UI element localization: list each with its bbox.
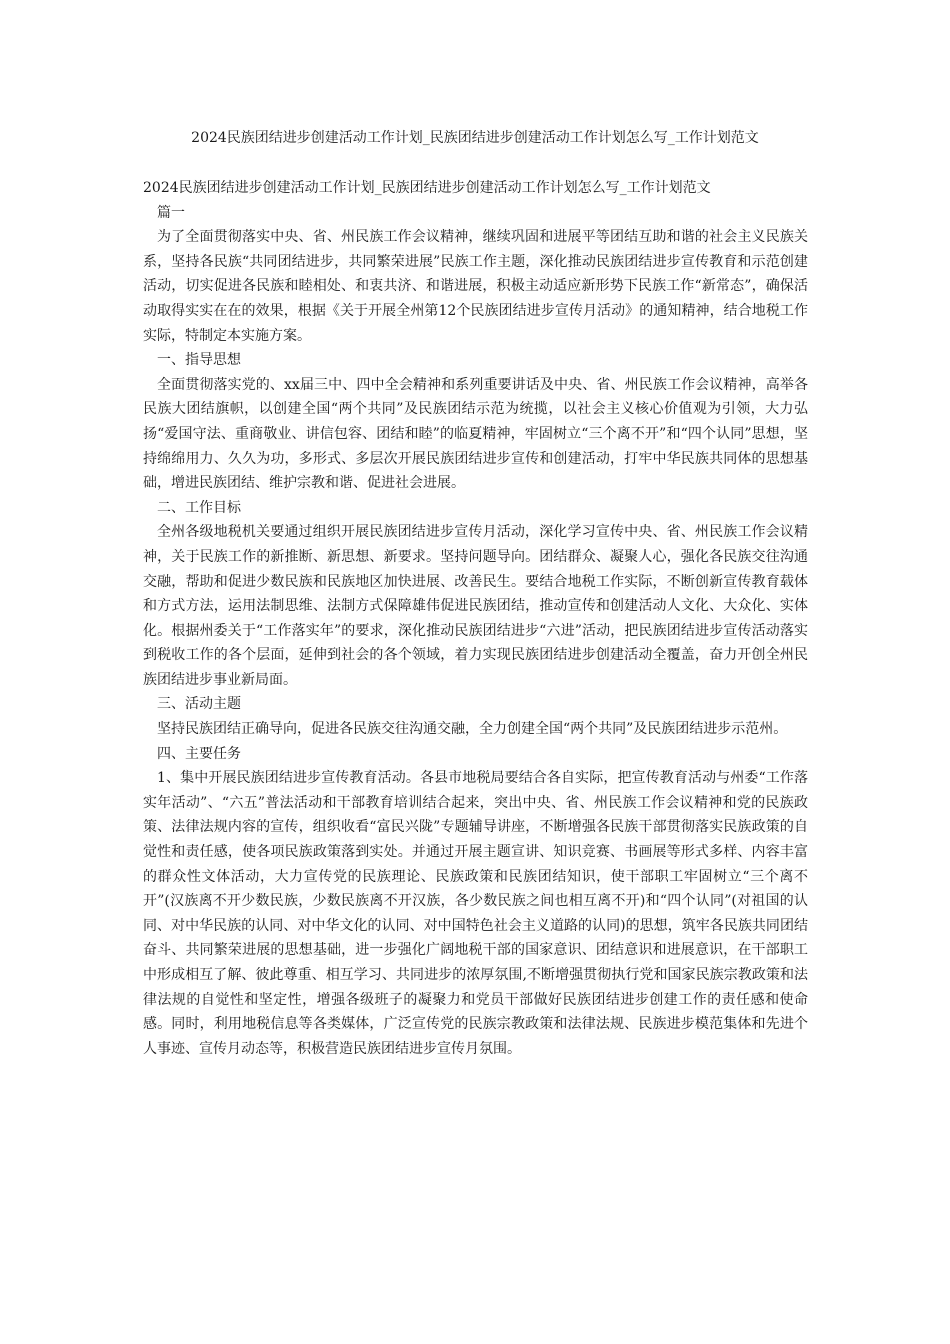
heading-work-goals: 二、工作目标 [157, 499, 241, 516]
document-subtitle: 2024民族团结进步创建活动工作计划_民族团结进步创建活动工作计划怎么写_工作计划范文 [143, 180, 711, 196]
paragraph-activity-theme: 坚持民族团结正确导向，促进各民族交往沟通交融，全力创建全国“两个共同”及民族团结进步示范州。 [157, 721, 788, 738]
heading-main-tasks: 四、主要任务 [157, 745, 241, 762]
heading-guiding-thought: 一、指导思想 [157, 352, 241, 369]
paragraph-work-goals: 全州各级地税机关要通过组织开展民族团结进步宣传月活动，深化学习宣传中央、省、州民族工作会议精神，关于民族工作的新推断、新思想、新要求。坚持问题导向。团结群众、凝聚人心，强化各民族交往沟通交融，帮助和促进少数民族和民族地区加快进展、改善民生。要结合地税工作实际，不断创新宣传教育载体和方式方法，运用法制思维、法制方式保障雄伟促进民族团结，推动宣传和创建活动人文化、大众化、实体化。根据州委关于“工作落实年”的要求，深化推动民族团结进步“六进”活动，把民族团结进步宣传活动落实到税收工作的各个层面，延伸到社会的各个领域，着力实现民族团结进步创建活动全覆盖，奋力开创全州民族团结进步事业新局面。 [143, 524, 808, 688]
heading-activity-theme: 三、活动主题 [157, 696, 241, 713]
paragraph-main-tasks: 1、集中开展民族团结进步宣传教育活动。各县市地税局要结合各自实际，把宣传教育活动与州委“工作落实年活动”、“六五”普法活动和干部教育培训结合起来，突出中央、省、州民族工作会议精神和党的民族政策、法律法规内容的宣传，组织收看“富民兴陇”专题辅导讲座，不断增强各民族干部贯彻落实民族政策的自觉性和责任感，使各项民族政策落到实处。并通过开展主题宣讲、知识竞赛、书画展等形式多样、内容丰富的群众性文体活动，大力宣传党的民族理论、民族政策和民族团结知识，使干部职工牢固树立“三个离不开”(汉族离不开少数民族，少数民族离不开汉族，各少数民族之间也相互离不开)和“四个认同”(对祖国的认同、对中华民族的认同、对中华文化的认同、对中国特色社会主义道路的认同)的思想，筑牢各民族共同团结奋斗、共同繁荣进展的思想基础，进一步强化广阔地税干部的国家意识、团结意识和进展意识，在干部职工中形成相互了解、彼此尊重、相互学习、共同进步的浓厚氛围,不断增强贯彻执行党和国家民族宗教政策和法律法规的自觉性和坚定性，增强各级班子的凝聚力和党员干部做好民族团结进步创建工作的责任感和使命感。同时，利用地税信息等各类媒体，广泛宣传党的民族宗教政策和法律法规、民族进步模范集体和先进个人事迹、宣传月动态等，积极营造民族团结进步宣传月氛围。 [143, 770, 808, 1057]
section-label: 篇一 [157, 204, 185, 221]
intro-paragraph: 为了全面贯彻落实中央、省、州民族工作会议精神，继续巩固和进展平等团结互助和谐的社会主义民族关系，坚持各民族“共同团结进步，共同繁荣进展”民族工作主题，深化推动民族团结进步宣传教育和示范创建活动，切实促进各民族和睦相处、和衷共济、和谐进展，积极主动适应新形势下民族工作“新常态”，确保活动取得实实在在的效果，根据《关于开展全州第12个民族团结进步宣传月活动》的通知精神，结合地税工作实际，特制定本实施方案。 [143, 229, 808, 344]
paragraph-guiding-thought: 全面贯彻落实党的、xx届三中、四中全会精神和系列重要讲话及中央、省、州民族工作会议精神，高举各民族大团结旗帜，以创建全国“两个共同”及民族团结示范为统揽，以社会主义核心价值观为引领，大力弘扬“爱国守法、重商敬业、讲信包容、团结和睦”的临夏精神，牢固树立“三个离不开”和“四个认同”思想，坚持绵绵用力、久久为功，多形式、多层次开展民族团结进步宣传和创建活动，打牢中华民族共同体的思想基础，增进民族团结、维护宗教和谐、促进社会进展。 [143, 376, 808, 492]
document-title: 2024民族团结进步创建活动工作计划_民族团结进步创建活动工作计划怎么写_工作计划范文 [191, 130, 759, 146]
document-body [143, 176, 808, 1061]
